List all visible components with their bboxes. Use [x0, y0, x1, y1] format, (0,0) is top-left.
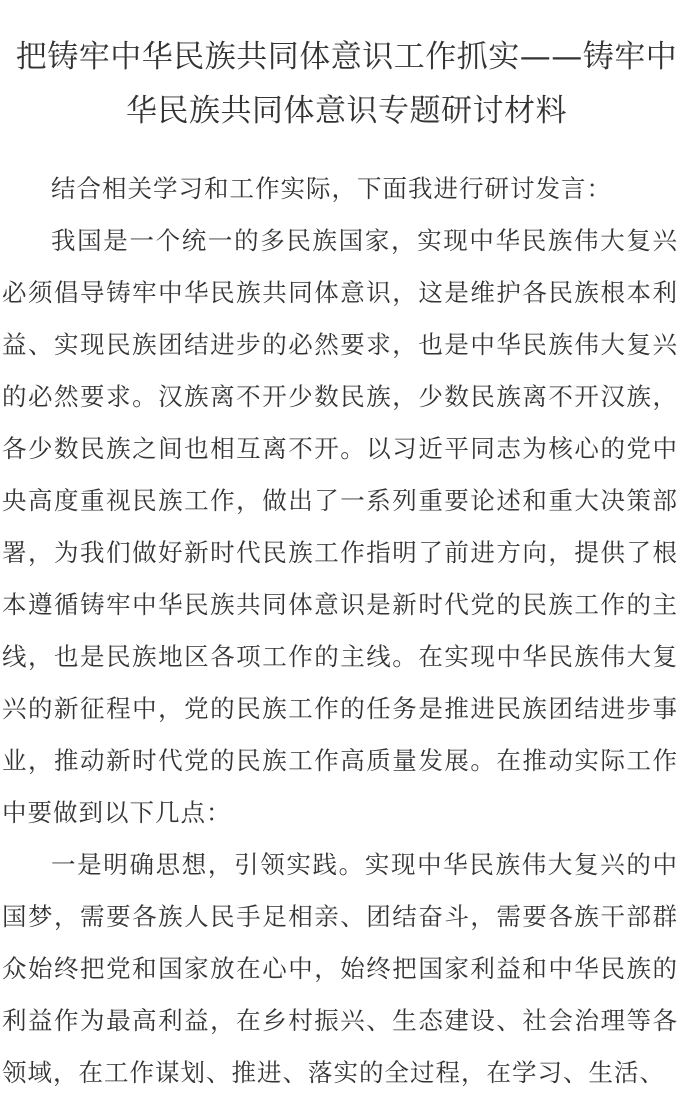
paragraph-intro: 结合相关学习和工作实际，下面我进行研讨发言：: [51, 174, 612, 203]
document-title: 把铸牢中华民族共同体意识工作抓实——铸牢中华民族共同体意识专题研讨材料: [15, 39, 678, 129]
paragraph-background: 我国是一个统一的多民族国家，实现中华民族伟大复兴必须倡导铸牢中华民族共同体意识，这是维护各民族根本利益、实现民族团结进步的必然要求，也是中华民族伟大复兴的必然要求。汉族离不开少数民族，少数民族离不开汉族，各少数民族之间也相互离不开。以习近平同志为核心的党中央高度重视民族工作，做出了一系列重要论述和重大决策部署，为我们做好新时代民族工作指明了前进方向，提供了根本遵循铸牢中华民族共同体意识是新时代党的民族工作的主线，也是民族地区各项工作的主线。在实现中华民族伟大复兴的新征程中，党的民族工作的任务是推进民族团结进步事业，推动新时代党的民族工作高质量发展。在推动实际工作中要做到以下几点：: [2, 226, 678, 827]
paragraph-point-one: 一是明确思想，引领实践。实现中华民族伟大复兴的中国梦，需要各族人民手足相亲、团结奋斗，需要各族干部群众始终把党和国家放在心中，始终把国家利益和中华民族的利益作为最高利益，在乡村振兴、生态建设、社会治理等各领域，在工作谋划、推进、落实的全过程，在学习、生活、: [2, 850, 678, 1087]
document-body: [0, 163, 693, 1097]
